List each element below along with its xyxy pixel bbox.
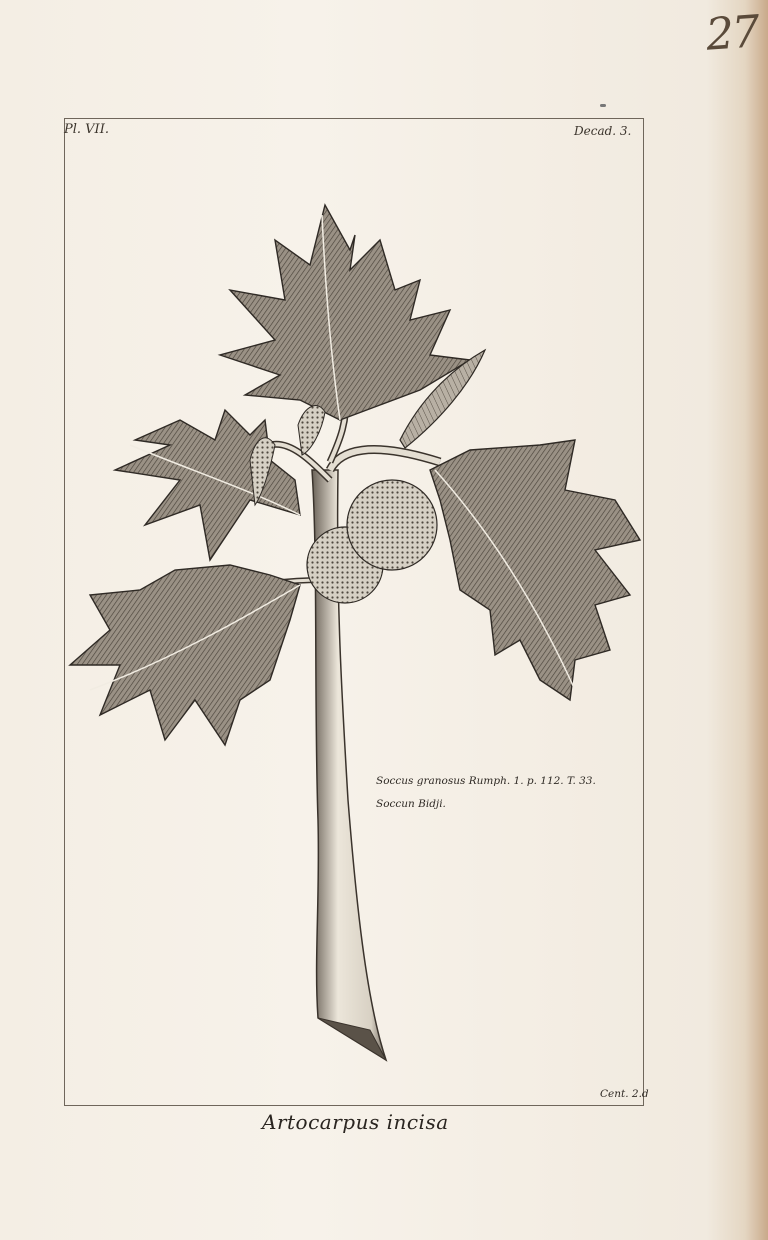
page-number: 27 (704, 6, 760, 61)
plate-caption (376, 770, 596, 816)
decade-label: Decad. 3. (574, 124, 632, 138)
right-leaf (430, 440, 640, 700)
left-upper-leaf (115, 410, 300, 560)
top-leaf (220, 205, 470, 420)
plate-label: Pl. VII. (64, 122, 109, 137)
left-lower-leaf (70, 565, 300, 745)
caption-line-1: Soccus granosus Rumph. 1. p. 112. T. 33. (376, 775, 596, 787)
species-name: Artocarpus incisa (262, 1110, 449, 1134)
caption-line-2: Soccun Bidji. (376, 798, 446, 810)
breadfruit-front (347, 480, 437, 570)
cent-label: Cent. 2.d (600, 1088, 649, 1100)
